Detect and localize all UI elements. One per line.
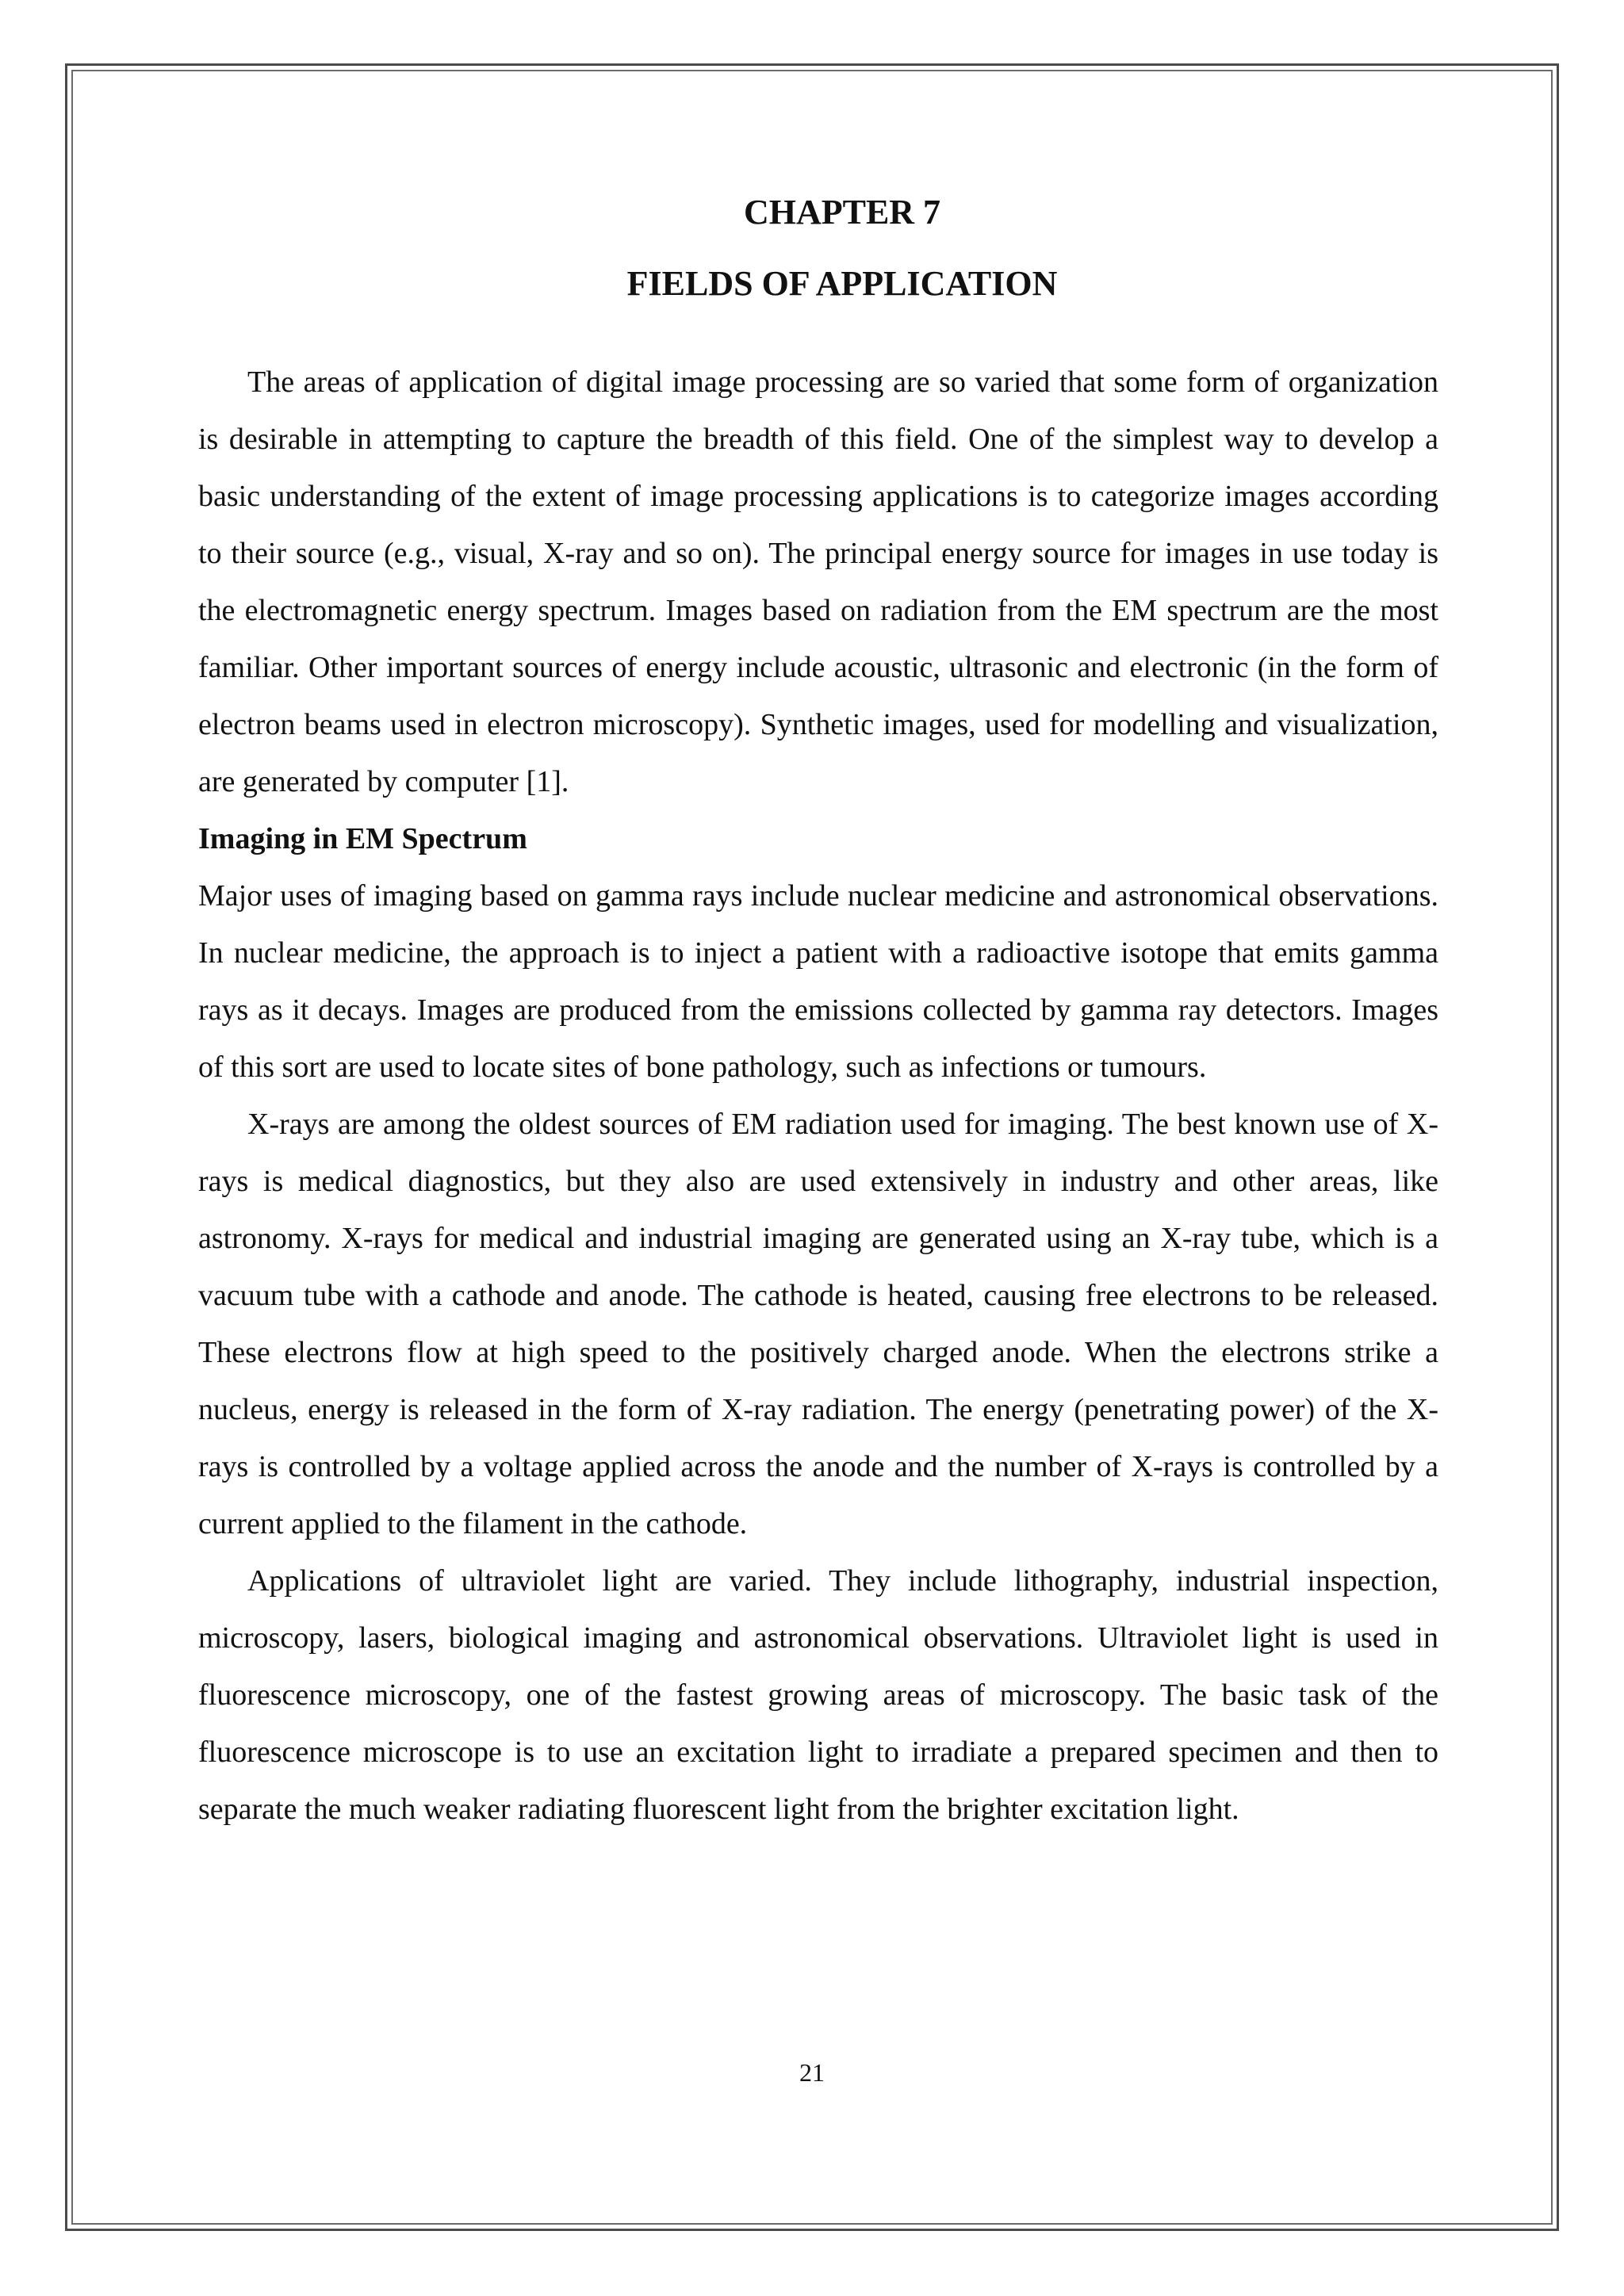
chapter-number: CHAPTER 7 bbox=[743, 193, 941, 232]
gamma-paragraph: Major uses of imaging based on gamma rays include nuclear medicine and astronomical observations. In nuclear medicine, the approach is to inject a patient with a radioactive isotope that emits gamma rays as it decays. Images are produced from the emissions collected by gamma ray detectors. Images of this sort are used to locate sites of bone pathology, such as infections or tumours. bbox=[198, 879, 1438, 1084]
section-heading-em-spectrum: Imaging in EM Spectrum bbox=[198, 822, 527, 855]
body-text bbox=[198, 354, 1438, 1838]
xray-paragraph: X-rays are among the oldest sources of EM radiation used for imaging. The best known use of X-rays is medical diagnostics, but they also are used extensively in industry and other areas, like astronomy. X-rays for medical and industrial imaging are generated using an X-ray tube, which is a vacuum tube with a cathode and anode. The cathode is heated, causing free electrons to be released. These electrons flow at high speed to the positively charged anode. When the electrons strike a nucleus, energy is released in the form of X-ray radiation. The energy (penetrating power) of the X-rays is controlled by a voltage applied across the anode and the number of X-rays is controlled by a current applied to the filament in the cathode. bbox=[198, 1108, 1438, 1540]
intro-paragraph: The areas of application of digital image processing are so varied that some form of organization is desirable in attempting to capture the breadth of this field. One of the simplest way to develop a basic understanding of the extent of image processing applications is to categorize images according to their source (e.g., visual, X-ray and so on). The principal energy source for images in use today is the electromagnetic energy spectrum. Images based on radiation from the EM spectrum are the most familiar. Other important sources of energy include acoustic, ultrasonic and electronic (in the form of electron beams used in electron microscopy). Synthetic images, used for modelling and visualization, are generated by computer [1]. bbox=[198, 365, 1438, 798]
page-content bbox=[198, 189, 1438, 1838]
ultraviolet-paragraph: Applications of ultraviolet light are varied. They include lithography, industrial inspection, microscopy, lasers, biological imaging and astronomical observations. Ultraviolet light is used in fluorescence microscopy, one of the fastest growing areas of microscopy. The basic task of the fluorescence microscope is to use an excitation light to irradiate a prepared specimen and then to separate the much weaker radiating fluorescent light from the brighter excitation light. bbox=[198, 1564, 1438, 1826]
page-number: 21 bbox=[799, 2058, 825, 2087]
chapter-title: FIELDS OF APPLICATION bbox=[626, 264, 1058, 303]
